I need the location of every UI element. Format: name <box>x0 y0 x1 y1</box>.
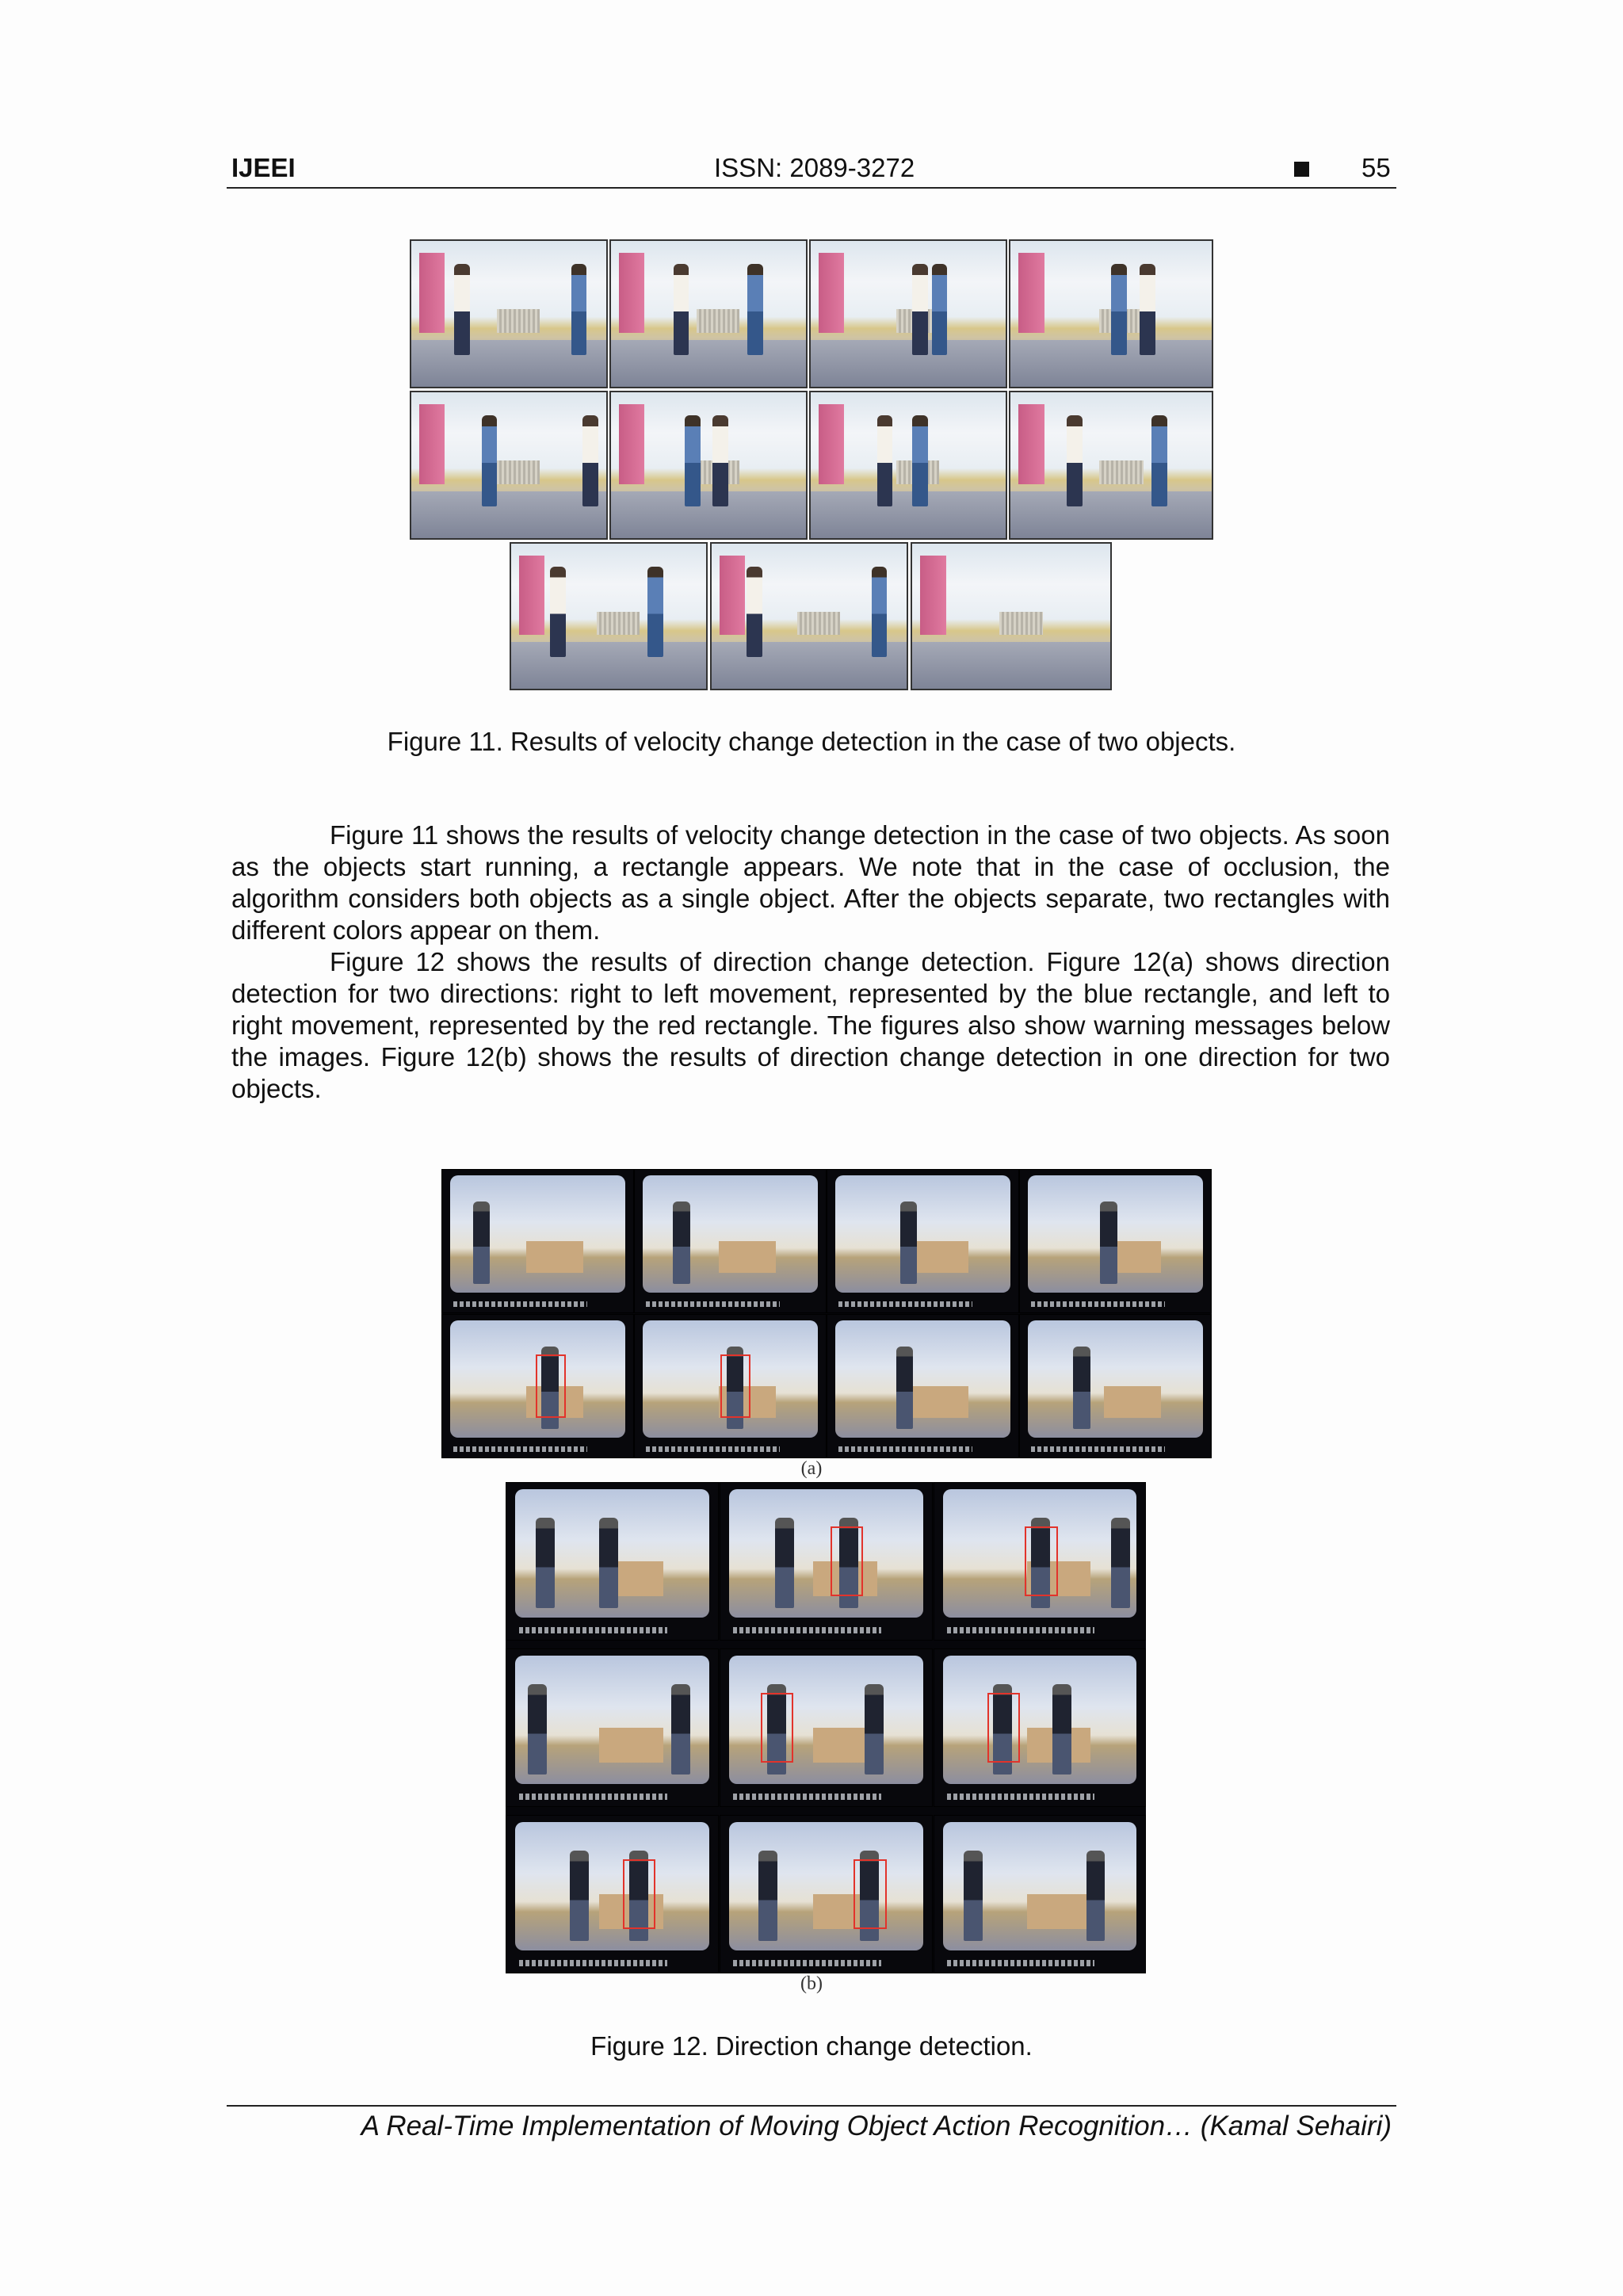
figure-11 <box>0 0 1623 697</box>
figure-12a-frame <box>634 1314 827 1458</box>
figure-12a-frame <box>827 1169 1019 1313</box>
figure-12b <box>506 1482 1146 1973</box>
figure-12a <box>441 1169 1212 1458</box>
figure-12a-frame <box>1019 1169 1212 1313</box>
figure-11-frame <box>710 542 908 690</box>
figure-12b-frame <box>720 1648 933 1807</box>
figure-12b-frame <box>720 1815 933 1973</box>
figure-11-caption: Figure 11. Results of velocity change detection in the case of two objects. <box>387 727 1236 756</box>
figure-11-frame <box>809 391 1007 540</box>
figure-12a-label: (a) <box>800 1458 823 1479</box>
issn: ISSN: 2089-3272 <box>714 153 915 182</box>
figure-11-frame <box>911 542 1112 690</box>
journal-name: IJEEI <box>231 153 296 182</box>
figure-11-frame <box>609 391 808 540</box>
figure-12b-label: (b) <box>800 1973 823 1994</box>
figure-12a-frame <box>1019 1314 1212 1458</box>
figure-12b-frame <box>506 1482 719 1641</box>
figure-12a-frame <box>827 1314 1019 1458</box>
figure-12b-frame <box>720 1482 933 1641</box>
footer-rule <box>227 2105 1396 2107</box>
page-number: 55 <box>1361 153 1391 182</box>
figure-12-caption: Figure 12. Direction change detection. <box>590 2031 1033 2061</box>
body-paragraph-2-text: Figure 12 shows the results of direction change detection. Figure 12(a) shows direction detection for two directions: right to left movement, represented by the blue rectangle, and left to right movement, represented by the red rectangle. The figures also show warning messages below the images. Figure 12(b) shows the results of direction change detection in one direction for two objects. <box>231 947 1390 1103</box>
figure-11-frame <box>1009 391 1213 540</box>
figure-12b-frame <box>934 1482 1146 1641</box>
figure-12a-frame <box>634 1169 827 1313</box>
body-paragraph-2 <box>231 946 1390 1105</box>
figure-12a-frame <box>441 1169 634 1313</box>
body-paragraph-1 <box>231 819 1390 946</box>
figure-11-frame <box>410 239 608 388</box>
figure-12b-frame <box>506 1648 719 1807</box>
figure-11-frame <box>1009 239 1213 388</box>
figure-11-frame <box>809 239 1007 388</box>
figure-12b-frame <box>934 1648 1146 1807</box>
figure-12b-frame <box>506 1815 719 1973</box>
body-paragraph-1-text: Figure 11 shows the results of velocity change detection in the case of two objects. As soon as the objects start running, a rectangle appears. We note that in the case of occlusion, the algorithm considers both objects as a single object. After the objects separate, two rectangles with different colors appear on them. <box>231 820 1390 945</box>
figure-11-frame <box>510 542 708 690</box>
figure-12a-frame <box>441 1314 634 1458</box>
figure-11-frame <box>410 391 608 540</box>
running-footer: A Real-Time Implementation of Moving Object Action Recognition… (Kamal Sehairi) <box>361 2111 1392 2141</box>
figure-11-frame <box>609 239 808 388</box>
figure-12b-frame <box>934 1815 1146 1973</box>
